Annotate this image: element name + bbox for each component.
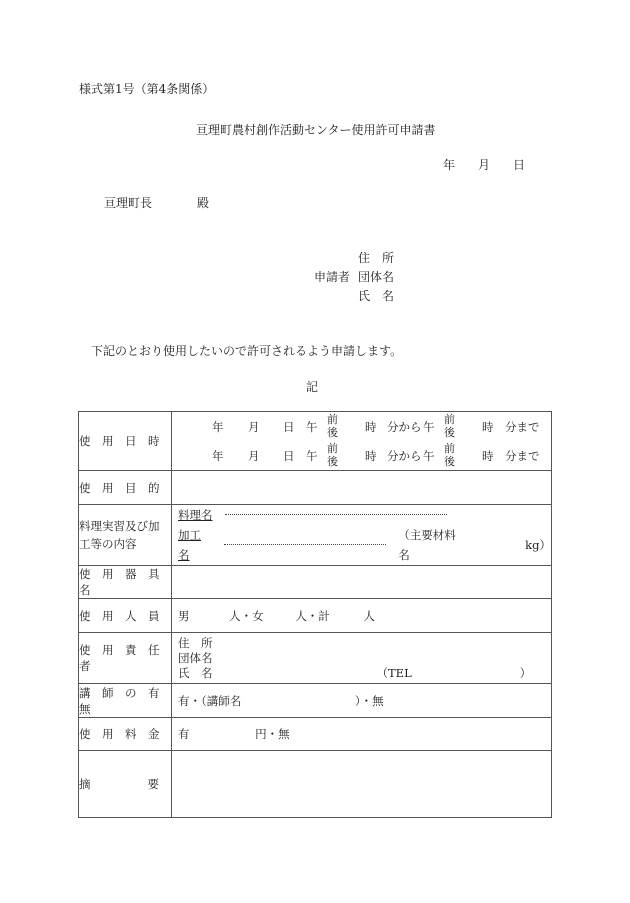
dt-month: 月 (248, 419, 260, 434)
kg-label: kg） (525, 538, 551, 552)
equipment-label: 使 用 器 具 名 (79, 567, 171, 597)
applicant-name-label: 氏 名 (358, 289, 395, 303)
people-female: 人・女 (229, 608, 264, 623)
dt-am: 午 (306, 448, 318, 463)
table-row (79, 684, 552, 718)
people-unit: 人 (363, 608, 375, 623)
remarks-label-1: 摘 (79, 777, 91, 791)
usage-purpose-field[interactable] (172, 471, 552, 505)
dt-month: 月 (248, 448, 260, 463)
table-row (79, 505, 552, 566)
dt-end-hour: 時 (482, 448, 494, 463)
equipment-field[interactable] (172, 566, 552, 599)
remarks-label-2: 要 (147, 777, 159, 791)
resp-name-label: 氏 名 (178, 665, 213, 680)
dt-day: 日 (283, 448, 295, 463)
fee-cell[interactable] (172, 718, 552, 751)
people-count-label: 使 用 人 員 (79, 599, 172, 633)
tel-close: ） (519, 665, 532, 680)
dt-from: 分から (387, 419, 422, 434)
fee-yes: 有 (178, 727, 190, 741)
cooking-name-line (178, 505, 551, 525)
usage-datetime-label: 使 用 日 時 (79, 412, 172, 471)
lecturer-cell[interactable] (172, 684, 552, 718)
applicant-group-label: 団体名 (358, 270, 395, 284)
people-male: 男 (178, 608, 190, 623)
responsible-cell[interactable] (172, 633, 552, 684)
lecturer-label: 講 師 の 有 無 (79, 685, 171, 716)
table-row (79, 471, 552, 505)
table-row (79, 412, 552, 471)
cooking-content-label: 料理実習及び加 工等の内容 (79, 505, 172, 566)
dt-hour: 時 (365, 448, 377, 463)
remarks-field[interactable] (172, 751, 552, 818)
remarks-label (79, 751, 172, 818)
dt-zen-go: 前 後 (327, 442, 338, 468)
resp-group-label: 団体名 (178, 650, 213, 665)
tel-label: （TEL (376, 665, 412, 680)
table-row (79, 566, 552, 599)
form-number: 様式第1号（第4条関係） (79, 82, 215, 96)
fee-label: 使 用 料 金 (79, 718, 172, 751)
dt-hour: 時 (365, 419, 377, 434)
applicant-label: 申請者 (314, 270, 351, 284)
dt-am: 午 (306, 419, 318, 434)
addressee-name: 亘理町長 (104, 196, 153, 210)
dt-until: 分まで (505, 448, 540, 463)
document-title: 亘理町農村創作活動センター使用許可申請書 (196, 123, 436, 137)
fee-yen: 円・無 (255, 727, 290, 741)
usage-datetime-cell[interactable] (172, 412, 552, 471)
ki-heading: 記 (306, 380, 319, 394)
dt-until: 分まで (505, 419, 540, 434)
processing-name-field[interactable] (224, 543, 386, 545)
dt-from: 分から (387, 448, 422, 463)
table-row (79, 751, 552, 818)
table-row (79, 718, 552, 751)
processing-name-label: 加工名 (178, 528, 201, 562)
lecturer-value: 有・（講師名 (178, 693, 242, 708)
table-row (79, 599, 552, 633)
usage-purpose-label: 使 用 目 的 (79, 471, 172, 505)
material-label: （主要材料名 (398, 528, 456, 562)
dt-end-hour: 時 (482, 419, 494, 434)
cooking-content-cell[interactable] (172, 505, 552, 566)
dt-to-am: 午 (423, 419, 435, 434)
cooking-name-label: 料理名 (178, 508, 213, 522)
processing-name-line (178, 525, 551, 565)
table-row (79, 633, 552, 684)
cooking-name-field[interactable] (225, 513, 447, 515)
dt-zen-go-2: 前 後 (444, 442, 455, 468)
dt-zen-go: 前 後 (327, 413, 338, 439)
datetime-line-1 (172, 412, 551, 441)
resp-name-line (178, 666, 551, 681)
applicant-address-label: 住 所 (358, 251, 395, 265)
dt-year: 年 (212, 419, 224, 434)
addressee-honorific: 殿 (197, 196, 210, 210)
people-count-cell[interactable] (172, 599, 552, 633)
date-year: 年 (443, 158, 456, 172)
lecturer-close: ）・無 (354, 693, 384, 708)
dt-year: 年 (212, 448, 224, 463)
datetime-line-2 (172, 441, 551, 470)
body-text: 下記のとおり使用したいので許可されるよう申請します。 (91, 344, 403, 358)
responsible-label: 使 用 責 任 者 (79, 633, 172, 684)
date-month: 月 (478, 158, 491, 172)
dt-day: 日 (283, 419, 295, 434)
resp-address-label: 住 所 (178, 635, 213, 650)
people-total: 人・計 (295, 608, 330, 623)
dt-zen-go-2: 前 後 (444, 413, 455, 439)
date-day: 日 (513, 158, 526, 172)
dt-to-am: 午 (423, 448, 435, 463)
application-table (78, 411, 552, 818)
